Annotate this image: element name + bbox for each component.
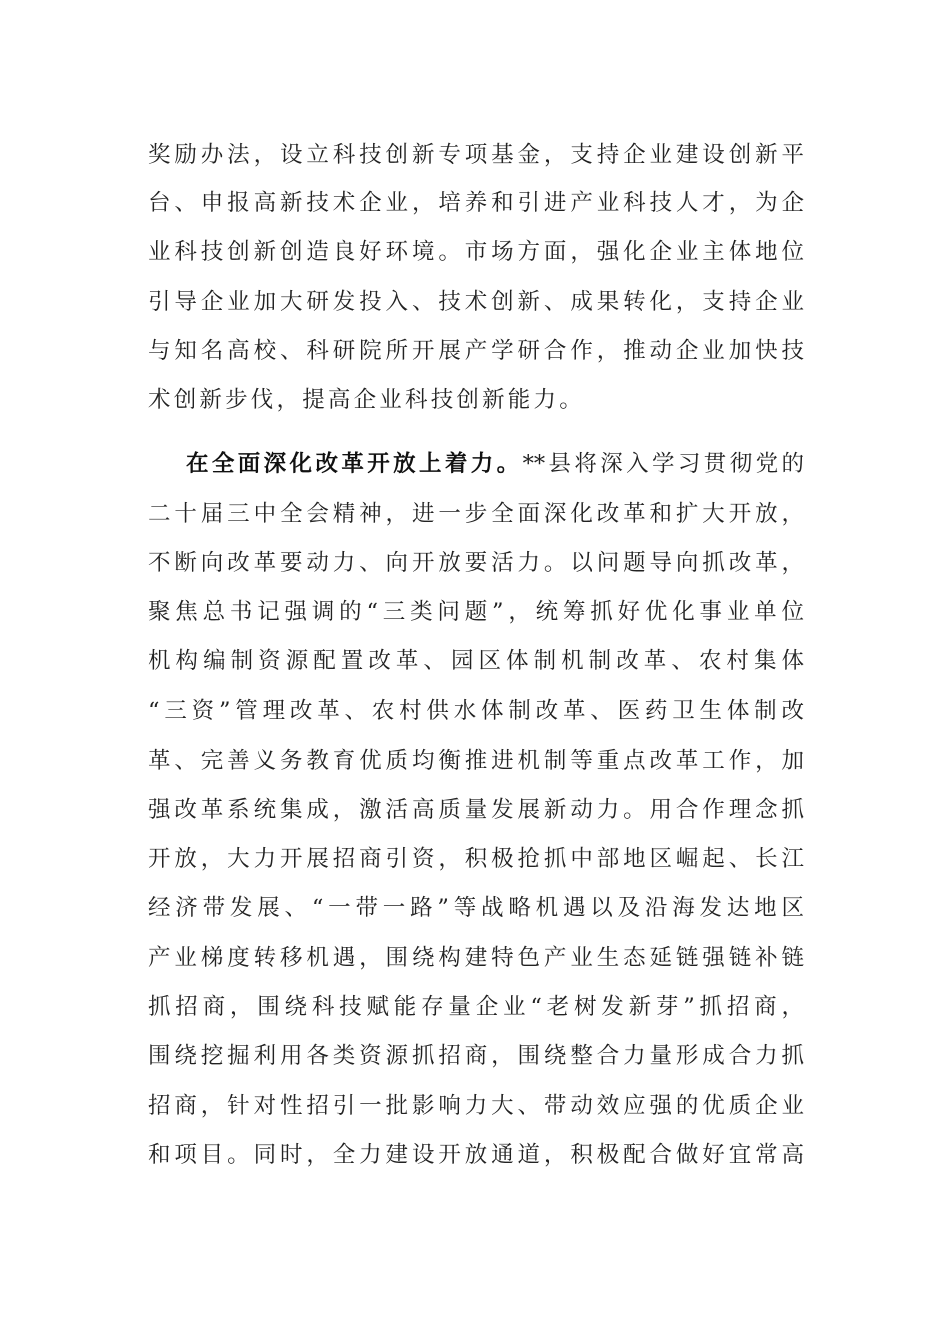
text-line: 引导企业加大研发投入、技术创新、成果转化，支持企业 [148,289,804,315]
text-line: 抓招商，围绕科技赋能存量企业“老树发新芽”抓招商， [148,994,804,1020]
text-line: 开放，大力开展招商引资，积极抢抓中部地区崛起、长江 [148,846,804,872]
text-line: “三资”管理改革、农村供水体制改革、医药卫生体制改 [148,698,804,724]
text-line: 产业梯度转移机遇，围绕构建特色产业生态延链强链补链 [148,945,804,971]
text-line: 与知名高校、科研院所开展产学研合作，推动企业加快技 [148,338,804,364]
text-line: 业科技创新创造良好环境。市场方面，强化企业主体地位 [148,239,804,265]
text-line: 和项目。同时，全力建设开放通道，积极配合做好宜常高 [148,1142,804,1168]
text-line: 革、完善义务教育优质均衡推进机制等重点改革工作，加 [148,748,804,774]
text-line: 经济带发展、“一带一路”等战略机遇以及沿海发达地区 [148,895,804,921]
text-line: 台、申报高新技术企业，培养和引进产业科技人才，为企 [148,190,804,216]
paragraph-text: **县将深入学习贯彻党的 [522,451,804,477]
text-line: 强改革系统集成，激活高质量发展新动力。用合作理念抓 [148,797,804,823]
text-line: 招商，针对性招引一批影响力大、带动效应强的优质企业 [148,1093,804,1119]
text-line: 围绕挖掘利用各类资源抓招商，围绕整合力量形成合力抓 [148,1043,804,1069]
text-line: 奖励办法，设立科技创新专项基金，支持企业建设创新平 [148,142,804,168]
text-line [186,444,804,484]
text-line: 不断向改革要动力、向开放要活力。以问题导向抓改革， [148,550,804,576]
text-line: 机构编制资源配置改革、园区体制机制改革、农村集体 [148,648,804,674]
text-line: 聚焦总书记强调的“三类问题”，统筹抓好优化事业单位 [148,599,804,625]
paragraph-heading: 在全面深化改革开放上着力。 [186,451,523,477]
text-line: 二十届三中全会精神，进一步全面深化改革和扩大开放， [148,501,804,527]
text-line: 术创新步伐，提高企业科技创新能力。 [148,387,585,413]
